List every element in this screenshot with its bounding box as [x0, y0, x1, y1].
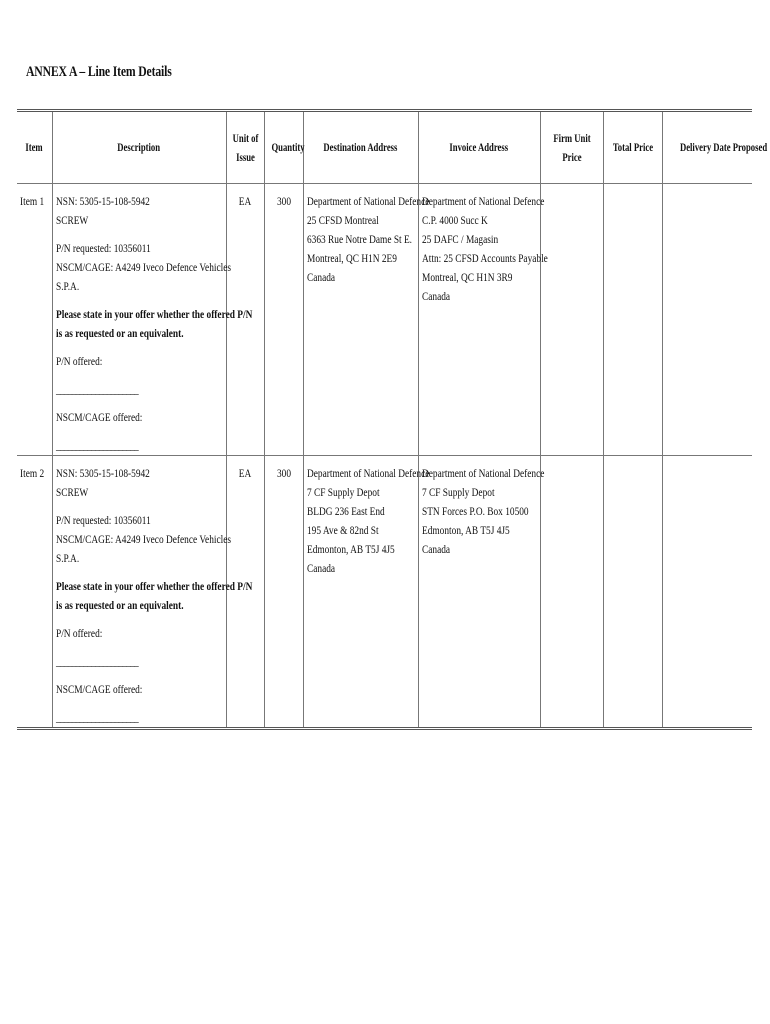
firm-unit-price-input[interactable]	[540, 184, 603, 456]
cell-text: is as requested or an equivalent.	[55, 598, 184, 612]
cell-text: EA	[238, 466, 252, 480]
cell-text: Department of National Defence	[306, 466, 429, 480]
item-cell	[17, 184, 52, 456]
cell-text: Destination Address	[323, 140, 398, 154]
header-firm-unit-price	[540, 111, 603, 184]
total-price-input[interactable]	[603, 456, 662, 729]
invoice-cell	[418, 184, 548, 456]
cell-text: Attn: 25 CFSD Accounts Payable	[421, 251, 548, 265]
cell-text: Edmonton, AB T5J 4J5	[421, 523, 510, 537]
cell-text: NSN: 5305-15-108-5942	[55, 466, 150, 480]
cell-text: 300	[276, 194, 291, 208]
line-item-table	[17, 109, 767, 730]
cell-text: Item	[25, 140, 43, 154]
cell-text: NSCM/CAGE: A4249 Iveco Defence Vehicles	[55, 260, 231, 274]
offer-notice: Please state in your offer whether the offered P/N	[55, 579, 252, 593]
cell-text: Department of National Defence	[421, 466, 544, 480]
cell-text: S.P.A.	[55, 279, 79, 293]
cell-text: Montreal, QC H1N 2E9	[306, 251, 397, 265]
cell-text: BLDG 236 East End	[306, 504, 385, 518]
cell-text: Quantity	[270, 140, 305, 154]
cell-text: SCREW	[55, 213, 88, 227]
cell-text: Montreal, QC H1N 3R9	[421, 270, 512, 284]
cell-text: STN Forces P.O. Box 10500	[421, 504, 529, 518]
delivery-date-input[interactable]	[662, 184, 752, 456]
header-quantity	[264, 111, 303, 184]
cell-text: Firm Unit	[552, 130, 591, 145]
ncage-offered-label: NSCM/CAGE offered:	[55, 410, 142, 424]
cell-text: Department of National Defence	[306, 194, 429, 208]
total-price-input[interactable]	[603, 184, 662, 456]
cell-text: 7 CF Supply Depot	[421, 485, 495, 499]
header-unit-of-issue	[226, 111, 264, 184]
header-item	[17, 111, 52, 184]
cell-text: Canada	[421, 289, 450, 303]
cell-text: SCREW	[55, 485, 88, 499]
cell-text: C.P. 4000 Succ K	[421, 213, 488, 227]
cell-text: Price	[561, 149, 582, 164]
delivery-date-input[interactable]	[662, 456, 752, 729]
cell-text: 25 CFSD Montreal	[306, 213, 379, 227]
cell-text: EA	[238, 194, 252, 208]
cell-text: 6363 Rue Notre Dame St E.	[306, 232, 412, 246]
cell-text: Canada	[421, 542, 450, 556]
cell-text: 195 Ave & 82nd St	[306, 523, 379, 537]
destination-cell	[303, 184, 429, 456]
cell-text: Description	[117, 140, 161, 154]
page-title: ANNEX A – Line Item Details	[26, 64, 172, 80]
invoice-cell	[418, 456, 544, 729]
pn-offered-blank[interactable]: _____________________	[55, 654, 138, 668]
cell-text: 7 CF Supply Depot	[306, 485, 380, 499]
cell-text: 300	[276, 466, 291, 480]
header-row	[17, 111, 752, 184]
cell-text: NSN: 5305-15-108-5942	[55, 194, 150, 208]
cell-text: Department of National Defence	[421, 194, 544, 208]
cell-text: Delivery Date Proposed	[679, 140, 767, 154]
description-cell	[52, 184, 252, 456]
item-cell	[17, 456, 52, 729]
ncage-offered-blank[interactable]: _____________________	[55, 438, 138, 452]
cell-text: Invoice Address	[449, 140, 509, 154]
offer-notice: Please state in your offer whether the offered P/N	[55, 307, 252, 321]
ncage-offered-label: NSCM/CAGE offered:	[55, 682, 142, 696]
destination-cell	[303, 456, 429, 729]
header-description	[52, 111, 226, 184]
ncage-offered-blank[interactable]: _____________________	[55, 710, 138, 724]
table-row	[17, 184, 752, 456]
cell-text: P/N requested: 10356011	[55, 241, 151, 255]
header-delivery-date	[662, 111, 767, 184]
firm-unit-price-input[interactable]	[540, 456, 603, 729]
header-invoice-address	[418, 111, 540, 184]
cell-text: Item 1	[20, 194, 45, 208]
header-destination-address	[303, 111, 418, 184]
cell-text: Canada	[306, 561, 335, 575]
cell-text: Issue	[235, 149, 255, 164]
quantity-cell	[264, 184, 303, 456]
cell-text: Canada	[306, 270, 335, 284]
cell-text: Edmonton, AB T5J 4J5	[306, 542, 395, 556]
line-item-table-container	[17, 109, 767, 730]
pn-offered-label: P/N offered:	[55, 626, 102, 640]
header-total-price	[603, 111, 662, 184]
cell-text: S.P.A.	[55, 551, 79, 565]
description-cell	[52, 456, 252, 729]
quantity-cell	[264, 456, 303, 729]
cell-text: NSCM/CAGE: A4249 Iveco Defence Vehicles	[55, 532, 231, 546]
cell-text: is as requested or an equivalent.	[55, 326, 184, 340]
pn-offered-blank[interactable]: _____________________	[55, 382, 138, 396]
cell-text: P/N requested: 10356011	[55, 513, 151, 527]
cell-text: Unit of	[232, 130, 258, 145]
pn-offered-label: P/N offered:	[55, 354, 102, 368]
cell-text: 25 DAFC / Magasin	[421, 232, 498, 246]
table-row	[17, 456, 752, 729]
cell-text: Item 2	[20, 466, 45, 480]
cell-text: Total Price	[612, 140, 653, 154]
